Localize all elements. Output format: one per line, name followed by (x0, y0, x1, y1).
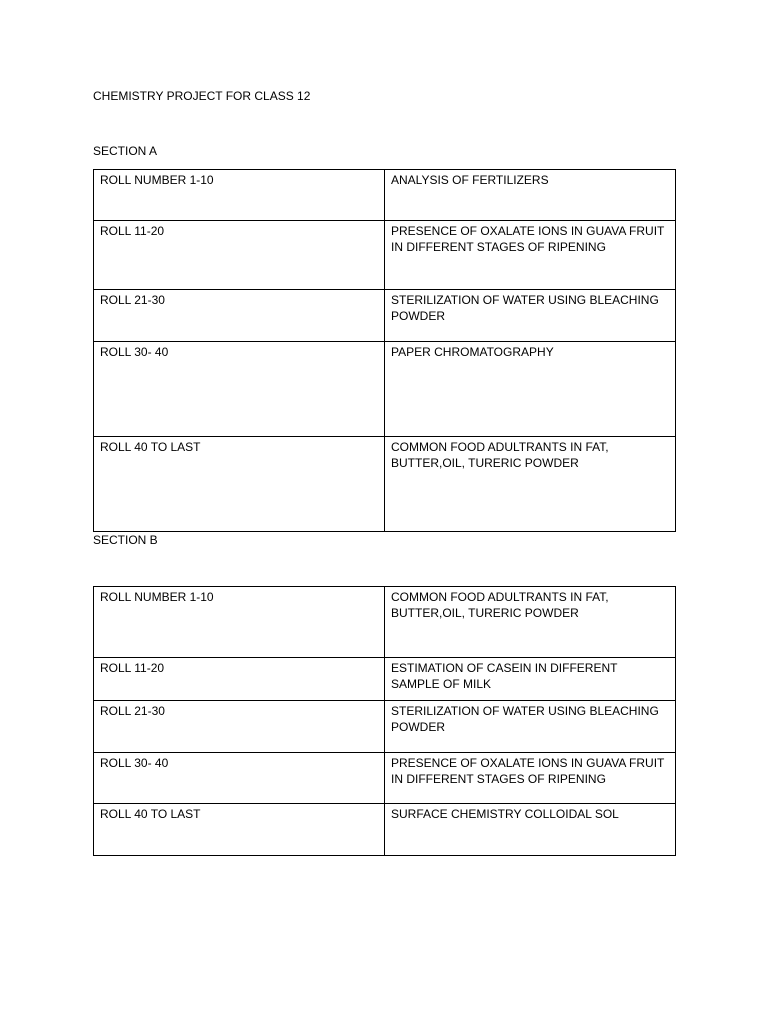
topic-cell: COMMON FOOD ADULTRANTS IN FAT, BUTTER,OIL, TURERIC POWDER (385, 587, 676, 658)
topic-cell: SURFACE CHEMISTRY COLLOIDAL SOL (385, 804, 676, 856)
topic-cell: PRESENCE OF OXALATE IONS IN GUAVA FRUIT IN DIFFERENT STAGES OF RIPENING (385, 753, 676, 804)
roll-cell: ROLL 40 TO LAST (94, 437, 385, 532)
table-row (94, 342, 676, 437)
table-row (94, 804, 676, 856)
roll-cell: ROLL NUMBER 1-10 (94, 587, 385, 658)
table-row (94, 658, 676, 701)
section-b-heading: SECTION B (93, 533, 158, 547)
table-row (94, 290, 676, 342)
section-a-table (93, 169, 676, 532)
topic-cell: PRESENCE OF OXALATE IONS IN GUAVA FRUIT IN DIFFERENT STAGES OF RIPENING (385, 221, 676, 290)
roll-cell: ROLL 40 TO LAST (94, 804, 385, 856)
roll-cell: ROLL 30- 40 (94, 342, 385, 437)
roll-cell: ROLL 30- 40 (94, 753, 385, 804)
table-row (94, 701, 676, 753)
table-row (94, 221, 676, 290)
table-row (94, 587, 676, 658)
section-a-heading: SECTION A (93, 144, 158, 158)
roll-cell: ROLL 11-20 (94, 658, 385, 701)
page-title: CHEMISTRY PROJECT FOR CLASS 12 (93, 89, 311, 103)
roll-cell: ROLL 21-30 (94, 701, 385, 753)
table-row (94, 437, 676, 532)
topic-cell: ANALYSIS OF FERTILIZERS (385, 170, 676, 221)
roll-cell: ROLL 21-30 (94, 290, 385, 342)
section-b-table (93, 586, 676, 856)
topic-cell: ESTIMATION OF CASEIN IN DIFFERENT SAMPLE OF MILK (385, 658, 676, 701)
topic-cell: STERILIZATION OF WATER USING BLEACHING POWDER (385, 290, 676, 342)
topic-cell: PAPER CHROMATOGRAPHY (385, 342, 676, 437)
topic-cell: COMMON FOOD ADULTRANTS IN FAT, BUTTER,OIL, TURERIC POWDER (385, 437, 676, 532)
topic-cell: STERILIZATION OF WATER USING BLEACHING POWDER (385, 701, 676, 753)
roll-cell: ROLL NUMBER 1-10 (94, 170, 385, 221)
table-row (94, 753, 676, 804)
roll-cell: ROLL 11-20 (94, 221, 385, 290)
table-row (94, 170, 676, 221)
